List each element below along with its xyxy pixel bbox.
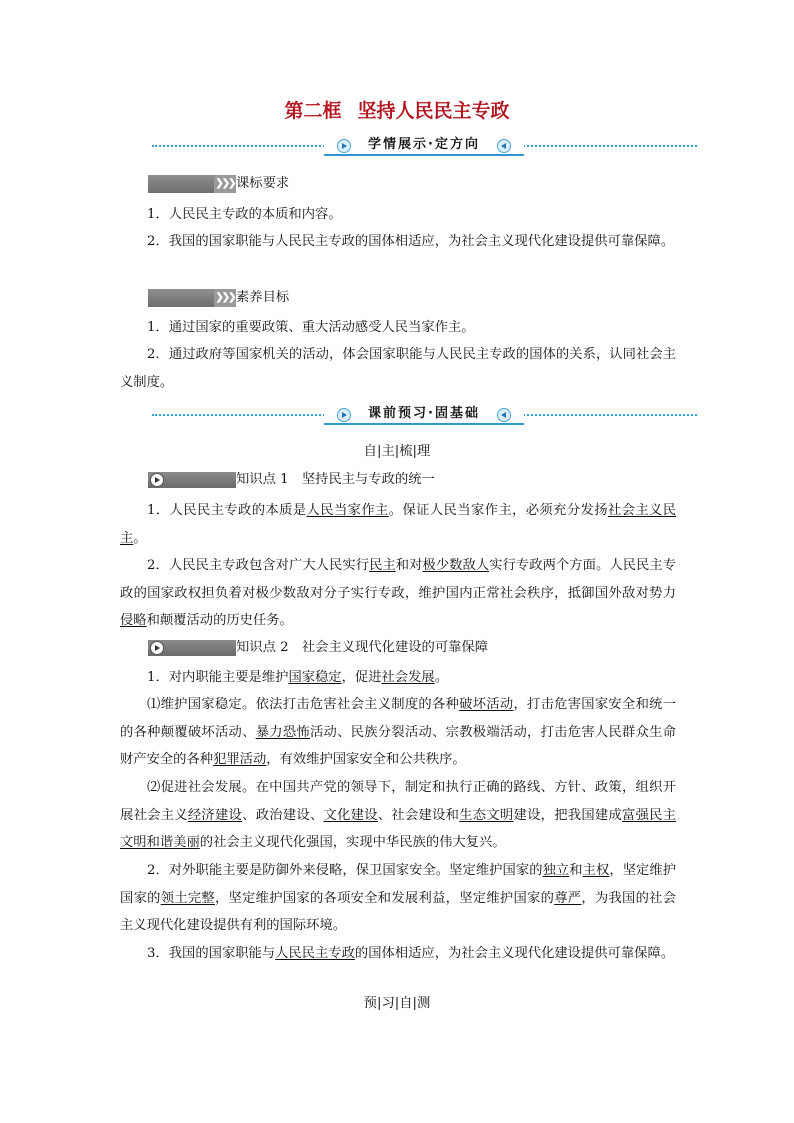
title-part1: 第二框 (284, 100, 342, 122)
chevrons-icon: ❯❯❯ (214, 175, 236, 193)
play-icon (150, 641, 164, 655)
blank-answer: 主权 (582, 863, 610, 878)
req-item-2: 2．我国的国家职能与人民民主专政的国体相适应，为社会主义现代化建设提供可靠保障。 (147, 234, 675, 249)
blank-answer: 尊严 (554, 890, 582, 906)
arrow-right-icon (337, 408, 351, 422)
k2-paragraph-2: ⑴维护国家稳定。依法打击危害社会主义制度的各种破坏活动，打击危害国家安全和统一的各种颠覆破坏活动、暴力恐怖活动、民族分裂活动、宗教极端活动，打击危害人民群众生命财产安全的各种犯罪活动，有效维护国家安全和公共秩序。 (120, 697, 677, 767)
blank-answer: 生态文明 (459, 807, 514, 823)
blank-answer: 富强民主文明和谐美丽 (120, 807, 677, 850)
arrow-left-icon (497, 408, 511, 422)
goal-item-1: 1．通过国家的重要政策、重大活动感受人民当家作主。 (147, 320, 475, 335)
blank-answer: 人民民主专政 (275, 946, 355, 961)
title-part2: 坚持人民民主专政 (357, 100, 510, 122)
tag-block (148, 175, 214, 193)
k2-paragraph-1: 1．对内职能主要是维护国家稳定，促进社会发展。 (147, 670, 448, 685)
blank-answer: 文化建设 (323, 807, 378, 823)
tag-block (148, 640, 236, 656)
blank-answer: 破坏活动 (459, 697, 514, 712)
blank-answer: 人民当家作主 (306, 503, 389, 518)
blank-answer: 暴力恐怖 (255, 724, 310, 740)
blank-answer: 极少数敌人 (422, 558, 490, 573)
section-banner-2 (152, 405, 697, 425)
blank-answer: 社会主义民主 (120, 503, 677, 546)
blank-answer: 侵略 (120, 613, 147, 628)
tag-label: 课标要求 (236, 176, 290, 191)
k2-paragraph-5: 3．我国的国家职能与人民民主专政的国体相适应，为社会主义现代化建设提供可靠保障。 (147, 946, 675, 961)
banner-label: 学情展示·定方向 (324, 136, 524, 154)
tag-block (148, 289, 214, 307)
play-icon (150, 473, 164, 487)
k2-paragraph-3: ⑵促进社会发展。在中国共产党的领导下，制定和执行正确的路线、方针、政策，组织开展社会主义经济建设、政治建设、文化建设、社会建设和生态文明建设，把我国建成富强民主文明和谐美丽的社会主义现代化强国，实现中华民族的伟大复兴。 (120, 780, 677, 850)
subheading-preview-test: 预|习|自|测 (363, 996, 431, 1011)
blank-answer: 犯罪活动 (213, 752, 267, 767)
knowledge-label: 知识点 1 坚持民主与专政的统一 (236, 472, 435, 487)
section-banner-1 (152, 136, 697, 156)
arrow-right-icon (337, 139, 351, 153)
subheading-self-review: 自|主|梳|理 (363, 444, 431, 459)
k1-paragraph-1: 1．人民民主专政的本质是人民当家作主。保证人民当家作主，必须充分发扬社会主义民主。 (120, 503, 677, 546)
blank-answer: 经济建设 (187, 807, 243, 823)
k2-paragraph-4: 2．对外职能主要是防御外来侵略，保卫国家安全。坚定维护国家的独立和主权，坚定维护国家的领土完整，坚定维护国家的各项安全和发展利益，坚定维护国家的尊严，为我国的社会主义现代化建设提供有利的国际环境。 (120, 863, 677, 933)
k1-paragraph-2: 2．人民民主专政包含对广大人民实行民主和对极少数敌人实行专政两个方面。人民民主专政的国家政权担负着对极少数敌对分子实行专政，维护国内正常社会秩序，抵御国外敌对势力侵略和颠覆活动的历史任务。 (120, 558, 677, 628)
req-item-1: 1．人民民主专政的本质和内容。 (147, 207, 342, 222)
blank-answer: 国家稳定 (288, 670, 342, 685)
blank-answer: 社会发展 (381, 670, 435, 685)
blank-answer: 民主 (369, 558, 396, 573)
goal-item-2: 2．通过政府等国家机关的活动，体会国家职能与人民民主专政的国体的关系，认同社会主义制度。 (120, 347, 676, 390)
page-title (0, 96, 794, 123)
arrow-left-icon (497, 139, 511, 153)
knowledge-label: 知识点 2 社会主义现代化建设的可靠保障 (236, 640, 489, 655)
blank-answer: 领土完整 (160, 890, 215, 906)
blank-answer: 独立 (542, 863, 570, 878)
tag-label: 素养目标 (236, 290, 290, 305)
chevrons-icon: ❯❯❯ (214, 289, 236, 307)
tag-block (148, 472, 236, 488)
banner-label: 课前预习·固基础 (324, 405, 524, 423)
